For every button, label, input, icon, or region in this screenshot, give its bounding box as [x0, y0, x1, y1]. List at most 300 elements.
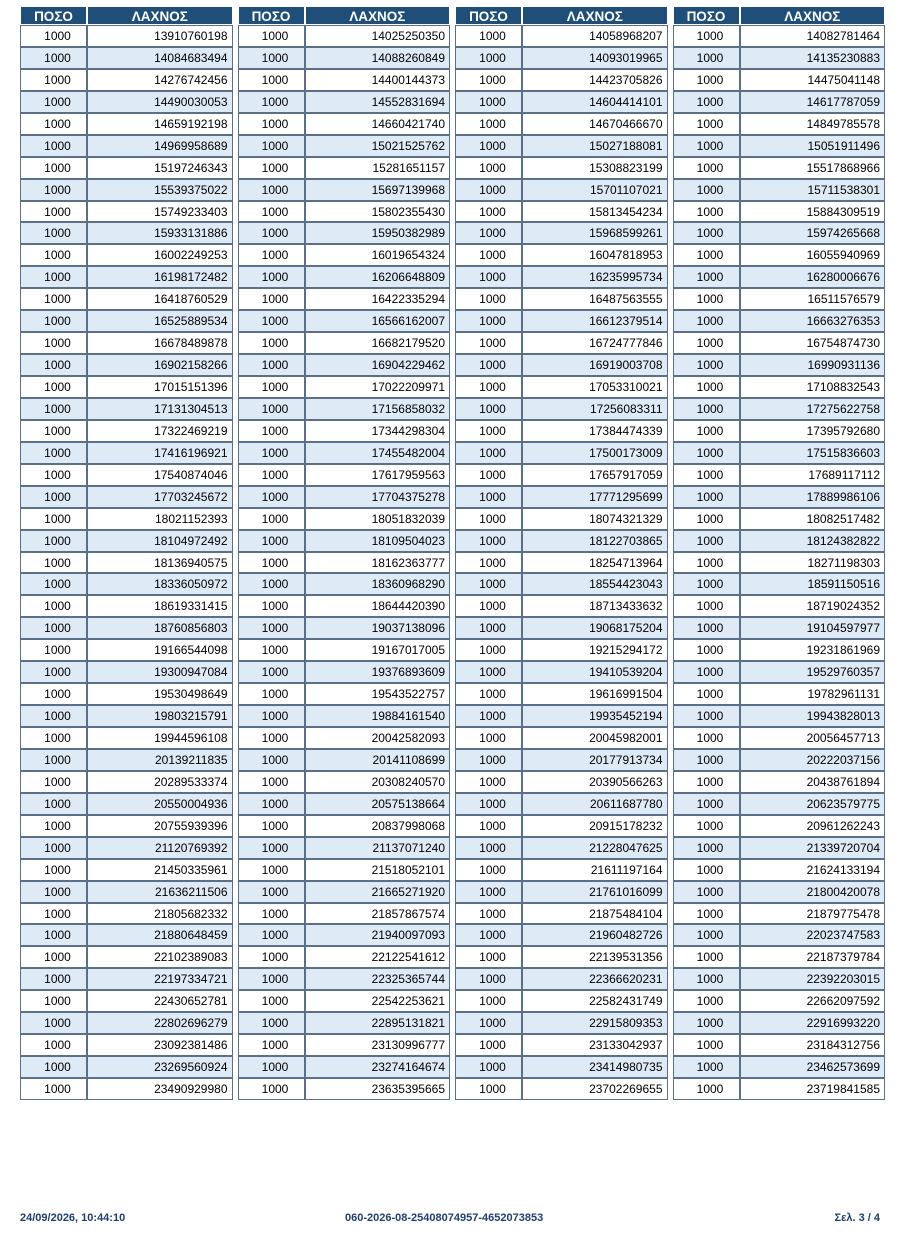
amount-cell: 1000 — [20, 705, 87, 727]
amount-cell: 1000 — [673, 442, 740, 464]
amount-cell: 1000 — [20, 442, 87, 464]
amount-cell: 1000 — [673, 179, 740, 201]
amount-cell: 1000 — [238, 683, 305, 705]
amount-cell: 1000 — [20, 990, 87, 1012]
amount-cell: 1000 — [20, 69, 87, 91]
lot-number-cell: 16235995734 — [522, 266, 668, 288]
amount-cell: 1000 — [20, 793, 87, 815]
lot-number-cell: 16002249253 — [87, 244, 233, 266]
amount-cell: 1000 — [455, 442, 522, 464]
table-row — [20, 508, 886, 530]
amount-cell: 1000 — [455, 157, 522, 179]
lot-number-cell: 15281651157 — [305, 157, 451, 179]
amount-cell: 1000 — [455, 47, 522, 69]
lot-number-cell: 20056457713 — [740, 727, 886, 749]
lot-number-cell: 21875484104 — [522, 903, 668, 925]
lot-number-cell: 23130996777 — [305, 1034, 451, 1056]
amount-cell: 1000 — [455, 464, 522, 486]
lot-number-cell: 19231861969 — [740, 639, 886, 661]
lot-number-cell: 16418760529 — [87, 288, 233, 310]
table-row — [20, 113, 886, 135]
lot-number-cell: 21611197164 — [522, 859, 668, 881]
amount-cell: 1000 — [455, 793, 522, 815]
lot-number-cell: 17703245672 — [87, 486, 233, 508]
amount-cell: 1000 — [20, 530, 87, 552]
lot-number-cell: 18254713964 — [522, 552, 668, 574]
amount-cell: 1000 — [673, 705, 740, 727]
amount-cell: 1000 — [455, 661, 522, 683]
amount-cell: 1000 — [238, 552, 305, 574]
lot-number-cell: 21450335961 — [87, 859, 233, 881]
lot-number-cell: 20623579775 — [740, 793, 886, 815]
amount-cell: 1000 — [455, 310, 522, 332]
amount-cell: 1000 — [455, 727, 522, 749]
amount-cell: 1000 — [20, 354, 87, 376]
amount-cell: 1000 — [20, 113, 87, 135]
header-lot: ΛΑΧΝΟΣ — [740, 6, 886, 25]
amount-cell: 1000 — [20, 1034, 87, 1056]
lot-number-cell: 22582431749 — [522, 990, 668, 1012]
amount-cell: 1000 — [673, 552, 740, 574]
lot-number-cell: 16754874730 — [740, 332, 886, 354]
amount-cell: 1000 — [673, 508, 740, 530]
lot-number-cell: 18162363777 — [305, 552, 451, 574]
amount-cell: 1000 — [673, 222, 740, 244]
lot-number-cell: 17131304513 — [87, 398, 233, 420]
amount-cell: 1000 — [238, 727, 305, 749]
amount-cell: 1000 — [455, 354, 522, 376]
amount-cell: 1000 — [20, 924, 87, 946]
lot-number-cell: 18760856803 — [87, 617, 233, 639]
table-row — [20, 332, 886, 354]
amount-cell: 1000 — [20, 420, 87, 442]
amount-cell: 1000 — [455, 288, 522, 310]
lot-number-cell: 14849785578 — [740, 113, 886, 135]
lot-number-cell: 22023747583 — [740, 924, 886, 946]
amount-cell: 1000 — [673, 486, 740, 508]
amount-cell: 1000 — [20, 135, 87, 157]
amount-cell: 1000 — [20, 1078, 87, 1100]
lot-number-cell: 14058968207 — [522, 25, 668, 47]
table-row — [20, 201, 886, 223]
lot-number-cell: 18360968290 — [305, 573, 451, 595]
lot-number-cell: 20141108699 — [305, 749, 451, 771]
table-row — [20, 903, 886, 925]
amount-cell: 1000 — [455, 1012, 522, 1034]
lot-number-cell: 23269560924 — [87, 1056, 233, 1078]
lot-number-cell: 14659192198 — [87, 113, 233, 135]
amount-cell: 1000 — [20, 573, 87, 595]
amount-cell: 1000 — [673, 924, 740, 946]
lot-number-cell: 14135230883 — [740, 47, 886, 69]
amount-cell: 1000 — [238, 310, 305, 332]
lot-number-cell: 16990931136 — [740, 354, 886, 376]
table-row — [20, 552, 886, 574]
amount-cell: 1000 — [673, 903, 740, 925]
amount-cell: 1000 — [455, 69, 522, 91]
lot-number-cell: 20550004936 — [87, 793, 233, 815]
lot-number-cell: 16724777846 — [522, 332, 668, 354]
amount-cell: 1000 — [20, 946, 87, 968]
amount-cell: 1000 — [455, 573, 522, 595]
lot-number-cell: 23184312756 — [740, 1034, 886, 1056]
lot-number-cell: 22915809353 — [522, 1012, 668, 1034]
amount-cell: 1000 — [455, 683, 522, 705]
amount-cell: 1000 — [455, 595, 522, 617]
footer-datetime: 24/09/2026, 10:44:10 — [20, 1212, 126, 1224]
table-header — [20, 6, 886, 25]
amount-cell: 1000 — [455, 91, 522, 113]
amount-cell: 1000 — [238, 135, 305, 157]
amount-cell: 1000 — [20, 683, 87, 705]
amount-cell: 1000 — [455, 530, 522, 552]
lot-number-cell: 19884161540 — [305, 705, 451, 727]
amount-cell: 1000 — [238, 201, 305, 223]
lot-number-cell: 22392203015 — [740, 968, 886, 990]
amount-cell: 1000 — [20, 881, 87, 903]
amount-cell: 1000 — [673, 749, 740, 771]
lot-number-cell: 23490929980 — [87, 1078, 233, 1100]
amount-cell: 1000 — [238, 398, 305, 420]
amount-cell: 1000 — [673, 661, 740, 683]
lot-number-cell: 21940097093 — [305, 924, 451, 946]
amount-cell: 1000 — [455, 508, 522, 530]
lot-number-cell: 18554423043 — [522, 573, 668, 595]
table-row — [20, 815, 886, 837]
amount-cell: 1000 — [673, 464, 740, 486]
lot-number-cell: 15021525762 — [305, 135, 451, 157]
lot-number-cell: 14660421740 — [305, 113, 451, 135]
amount-cell: 1000 — [455, 815, 522, 837]
amount-cell: 1000 — [20, 552, 87, 574]
lot-number-cell: 14025250350 — [305, 25, 451, 47]
lot-number-cell: 22139531356 — [522, 946, 668, 968]
table-row — [20, 222, 886, 244]
table-row — [20, 771, 886, 793]
amount-cell: 1000 — [455, 968, 522, 990]
table-row — [20, 639, 886, 661]
amount-cell: 1000 — [673, 310, 740, 332]
amount-cell: 1000 — [238, 837, 305, 859]
amount-cell: 1000 — [20, 749, 87, 771]
amount-cell: 1000 — [20, 968, 87, 990]
amount-cell: 1000 — [20, 464, 87, 486]
table-body — [20, 25, 886, 1100]
lot-number-cell: 17771295699 — [522, 486, 668, 508]
lot-number-cell: 17156858032 — [305, 398, 451, 420]
amount-cell: 1000 — [455, 332, 522, 354]
amount-cell: 1000 — [20, 903, 87, 925]
lot-number-cell: 20390566263 — [522, 771, 668, 793]
amount-cell: 1000 — [238, 749, 305, 771]
table-row — [20, 683, 886, 705]
lot-number-cell: 20438761894 — [740, 771, 886, 793]
lot-number-cell: 18122703865 — [522, 530, 668, 552]
amount-cell: 1000 — [455, 1034, 522, 1056]
amount-cell: 1000 — [673, 990, 740, 1012]
lot-number-cell: 15539375022 — [87, 179, 233, 201]
header-amount: ΠΟΣΟ — [455, 6, 522, 25]
lot-number-cell: 17617959563 — [305, 464, 451, 486]
lot-number-cell: 18124382822 — [740, 530, 886, 552]
lot-number-cell: 18109504023 — [305, 530, 451, 552]
table-row — [20, 1034, 886, 1056]
amount-cell: 1000 — [238, 113, 305, 135]
lot-number-cell: 21761016099 — [522, 881, 668, 903]
table-row — [20, 47, 886, 69]
amount-cell: 1000 — [238, 617, 305, 639]
lot-number-cell: 16682179520 — [305, 332, 451, 354]
amount-cell: 1000 — [455, 113, 522, 135]
amount-cell: 1000 — [238, 508, 305, 530]
lot-number-cell: 20575138664 — [305, 793, 451, 815]
table-row — [20, 135, 886, 157]
lot-number-cell: 16280006676 — [740, 266, 886, 288]
amount-cell: 1000 — [455, 771, 522, 793]
lot-number-cell: 16511576579 — [740, 288, 886, 310]
lot-number-cell: 19410539204 — [522, 661, 668, 683]
lot-number-cell: 14084683494 — [87, 47, 233, 69]
lot-number-cell: 14276742456 — [87, 69, 233, 91]
amount-cell: 1000 — [673, 420, 740, 442]
table-row — [20, 1012, 886, 1034]
lot-number-cell: 22662097592 — [740, 990, 886, 1012]
lot-number-cell: 14093019965 — [522, 47, 668, 69]
amount-cell: 1000 — [20, 91, 87, 113]
lot-number-cell: 17053310021 — [522, 376, 668, 398]
amount-cell: 1000 — [673, 1034, 740, 1056]
amount-cell: 1000 — [455, 924, 522, 946]
amount-cell: 1000 — [673, 683, 740, 705]
lot-number-cell: 19943828013 — [740, 705, 886, 727]
amount-cell: 1000 — [238, 990, 305, 1012]
lot-number-cell: 19166544098 — [87, 639, 233, 661]
lot-number-cell: 15197246343 — [87, 157, 233, 179]
table-row — [20, 968, 886, 990]
amount-cell: 1000 — [455, 749, 522, 771]
lot-number-cell: 19803215791 — [87, 705, 233, 727]
lot-number-cell: 15027188081 — [522, 135, 668, 157]
amount-cell: 1000 — [455, 179, 522, 201]
lot-number-cell: 16902158266 — [87, 354, 233, 376]
amount-cell: 1000 — [673, 859, 740, 881]
amount-cell: 1000 — [20, 661, 87, 683]
table-row — [20, 157, 886, 179]
amount-cell: 1000 — [238, 442, 305, 464]
table-row — [20, 1056, 886, 1078]
table-row — [20, 990, 886, 1012]
lot-number-cell: 21960482726 — [522, 924, 668, 946]
lot-number-cell: 21228047625 — [522, 837, 668, 859]
table-row — [20, 727, 886, 749]
amount-cell: 1000 — [673, 91, 740, 113]
lot-number-cell: 17657917059 — [522, 464, 668, 486]
lot-number-cell: 22916993220 — [740, 1012, 886, 1034]
amount-cell: 1000 — [455, 617, 522, 639]
amount-cell: 1000 — [673, 47, 740, 69]
amount-cell: 1000 — [238, 179, 305, 201]
amount-cell: 1000 — [20, 727, 87, 749]
table-row — [20, 617, 886, 639]
amount-cell: 1000 — [673, 1056, 740, 1078]
lot-number-cell: 15802355430 — [305, 201, 451, 223]
amount-cell: 1000 — [20, 244, 87, 266]
header-amount: ΠΟΣΟ — [673, 6, 740, 25]
lot-number-cell: 16919003708 — [522, 354, 668, 376]
amount-cell: 1000 — [20, 288, 87, 310]
amount-cell: 1000 — [238, 464, 305, 486]
lot-number-cell: 18591150516 — [740, 573, 886, 595]
amount-cell: 1000 — [238, 1034, 305, 1056]
lot-number-cell: 18104972492 — [87, 530, 233, 552]
amount-cell: 1000 — [673, 332, 740, 354]
table-row — [20, 244, 886, 266]
amount-cell: 1000 — [20, 47, 87, 69]
amount-cell: 1000 — [20, 595, 87, 617]
lot-number-cell: 20139211835 — [87, 749, 233, 771]
amount-cell: 1000 — [673, 113, 740, 135]
amount-cell: 1000 — [238, 859, 305, 881]
table-row — [20, 530, 886, 552]
lot-number-cell: 15711538301 — [740, 179, 886, 201]
amount-cell: 1000 — [673, 266, 740, 288]
amount-cell: 1000 — [20, 1012, 87, 1034]
table-row — [20, 705, 886, 727]
lot-number-cell: 14400144373 — [305, 69, 451, 91]
lot-number-cell: 17384474339 — [522, 420, 668, 442]
lot-number-cell: 21800420078 — [740, 881, 886, 903]
lot-number-cell: 15933131886 — [87, 222, 233, 244]
lot-number-cell: 22325365744 — [305, 968, 451, 990]
amount-cell: 1000 — [238, 530, 305, 552]
lot-number-cell: 14088260849 — [305, 47, 451, 69]
lot-number-cell: 19037138096 — [305, 617, 451, 639]
amount-cell: 1000 — [455, 486, 522, 508]
lot-number-cell: 19616991504 — [522, 683, 668, 705]
amount-cell: 1000 — [455, 990, 522, 1012]
amount-cell: 1000 — [238, 573, 305, 595]
amount-cell: 1000 — [238, 1078, 305, 1100]
amount-cell: 1000 — [20, 639, 87, 661]
amount-cell: 1000 — [238, 332, 305, 354]
amount-cell: 1000 — [20, 617, 87, 639]
header-lot: ΛΑΧΝΟΣ — [87, 6, 233, 25]
lot-number-cell: 22122541612 — [305, 946, 451, 968]
table-row — [20, 837, 886, 859]
lot-number-cell: 21857867574 — [305, 903, 451, 925]
lot-number-cell: 18619331415 — [87, 595, 233, 617]
amount-cell: 1000 — [20, 310, 87, 332]
lot-number-cell: 16206648809 — [305, 266, 451, 288]
lot-number-cell: 16487563555 — [522, 288, 668, 310]
lot-number-cell: 21518052101 — [305, 859, 451, 881]
table-row — [20, 91, 886, 113]
amount-cell: 1000 — [238, 288, 305, 310]
lot-number-cell: 17022209971 — [305, 376, 451, 398]
table-row — [20, 859, 886, 881]
lot-number-cell: 17540874046 — [87, 464, 233, 486]
table-row — [20, 1078, 886, 1100]
amount-cell: 1000 — [238, 968, 305, 990]
amount-cell: 1000 — [238, 946, 305, 968]
amount-cell: 1000 — [673, 69, 740, 91]
amount-cell: 1000 — [238, 881, 305, 903]
amount-cell: 1000 — [238, 376, 305, 398]
amount-cell: 1000 — [673, 727, 740, 749]
lot-number-cell: 16525889534 — [87, 310, 233, 332]
amount-cell: 1000 — [673, 25, 740, 47]
lot-number-cell: 16612379514 — [522, 310, 668, 332]
lot-number-cell: 14604414101 — [522, 91, 668, 113]
lot-number-cell: 19530498649 — [87, 683, 233, 705]
lot-number-cell: 23702269655 — [522, 1078, 668, 1100]
amount-cell: 1000 — [673, 376, 740, 398]
lot-number-cell: 15701107021 — [522, 179, 668, 201]
table-row — [20, 266, 886, 288]
amount-cell: 1000 — [20, 398, 87, 420]
lot-number-cell: 21120769392 — [87, 837, 233, 859]
lot-number-cell: 15950382989 — [305, 222, 451, 244]
amount-cell: 1000 — [455, 420, 522, 442]
amount-cell: 1000 — [673, 595, 740, 617]
amount-cell: 1000 — [238, 815, 305, 837]
lot-number-cell: 17256083311 — [522, 398, 668, 420]
amount-cell: 1000 — [673, 201, 740, 223]
lot-number-cell: 21665271920 — [305, 881, 451, 903]
lot-number-cell: 14423705826 — [522, 69, 668, 91]
amount-cell: 1000 — [238, 639, 305, 661]
lot-number-cell: 20915178232 — [522, 815, 668, 837]
amount-cell: 1000 — [238, 595, 305, 617]
lot-number-cell: 19068175204 — [522, 617, 668, 639]
lot-number-cell: 17704375278 — [305, 486, 451, 508]
amount-cell: 1000 — [20, 859, 87, 881]
lot-number-cell: 17344298304 — [305, 420, 451, 442]
lot-number-cell: 14475041148 — [740, 69, 886, 91]
table-row — [20, 25, 886, 47]
lot-number-cell: 18136940575 — [87, 552, 233, 574]
lot-number-cell: 21339720704 — [740, 837, 886, 859]
amount-cell: 1000 — [455, 222, 522, 244]
amount-cell: 1000 — [20, 771, 87, 793]
table-row — [20, 288, 886, 310]
table-row — [20, 793, 886, 815]
lot-number-cell: 21805682332 — [87, 903, 233, 925]
table-row — [20, 376, 886, 398]
amount-cell: 1000 — [20, 508, 87, 530]
amount-cell: 1000 — [238, 244, 305, 266]
lot-number-cell: 19215294172 — [522, 639, 668, 661]
amount-cell: 1000 — [673, 135, 740, 157]
table-row — [20, 486, 886, 508]
amount-cell: 1000 — [238, 354, 305, 376]
lot-number-cell: 18713433632 — [522, 595, 668, 617]
amount-cell: 1000 — [455, 25, 522, 47]
lot-number-cell: 18082517482 — [740, 508, 886, 530]
lot-number-cell: 20289533374 — [87, 771, 233, 793]
lot-number-cell: 15517868966 — [740, 157, 886, 179]
lot-number-cell: 17015151396 — [87, 376, 233, 398]
lot-number-cell: 19300947084 — [87, 661, 233, 683]
footer-document-code: 060-2026-08-25408074957-4652073853 — [345, 1212, 544, 1224]
lot-number-cell: 21636211506 — [87, 881, 233, 903]
lot-number-cell: 22102389083 — [87, 946, 233, 968]
table-row — [20, 179, 886, 201]
lot-number-cell: 23719841585 — [740, 1078, 886, 1100]
lot-number-cell: 20755939396 — [87, 815, 233, 837]
page-footer — [20, 1212, 880, 1228]
lot-number-cell: 22802696279 — [87, 1012, 233, 1034]
